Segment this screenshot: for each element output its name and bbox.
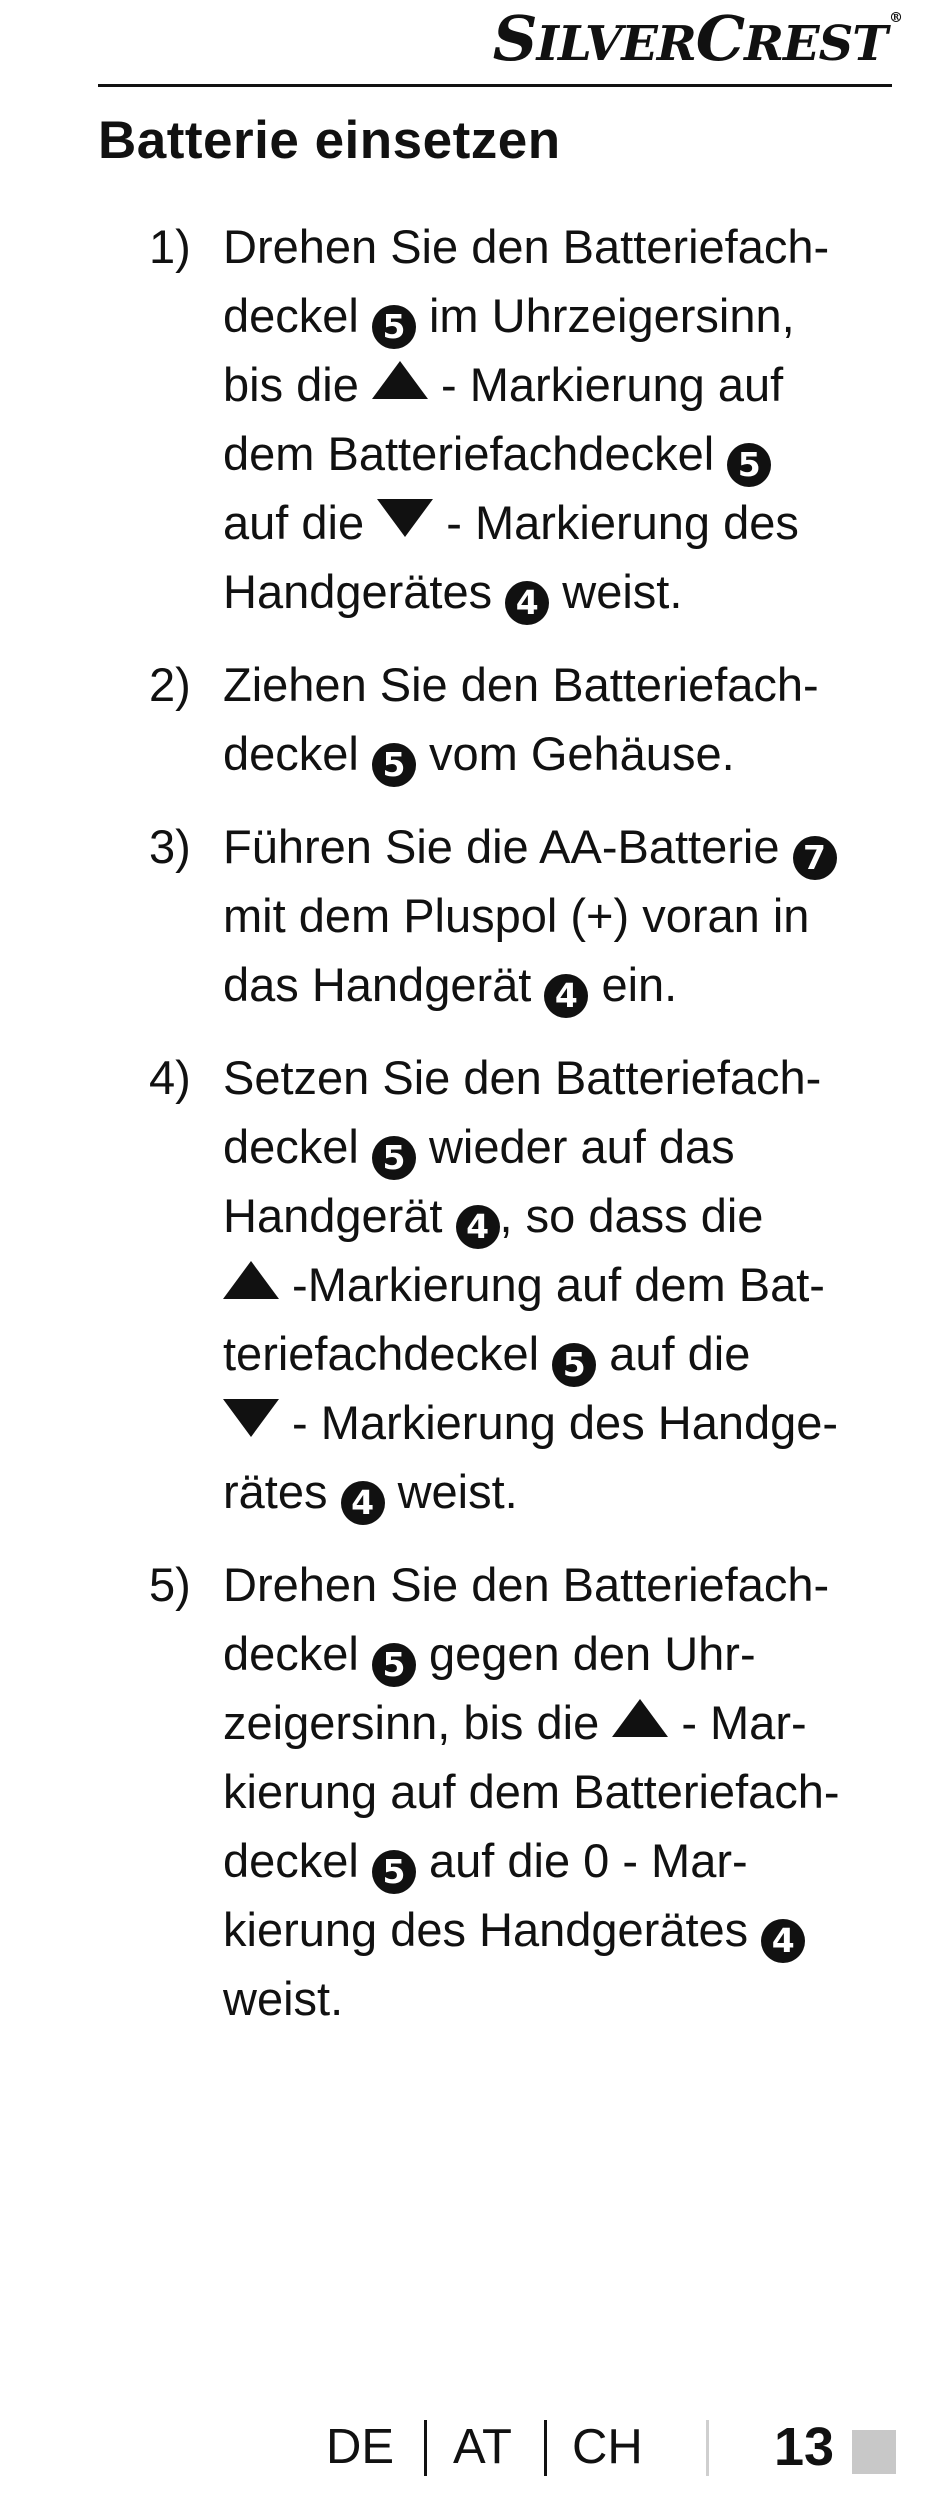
text-segment: kierung des Handgerätes: [223, 1903, 762, 1956]
step-text: [223, 1043, 903, 1526]
text-line: [223, 1895, 903, 1964]
text-line: [223, 1250, 903, 1319]
text-line: [223, 1388, 903, 1457]
footer-divider: [424, 2420, 427, 2476]
text-segment: gegen den Uhr-: [415, 1627, 756, 1680]
text-segment: bis die: [223, 358, 372, 411]
part-number-badge: 4: [544, 974, 588, 1018]
text-line: [223, 719, 903, 788]
step-text: [223, 650, 903, 788]
section-heading: Batterie einsetzen: [98, 111, 561, 170]
text-segment: auf die: [223, 496, 378, 549]
triangle-up-icon: [372, 361, 428, 399]
instruction-step: [0, 1550, 950, 2033]
text-segment: Handgerät: [223, 1189, 456, 1242]
text-line: [223, 212, 903, 281]
part-number-badge: 5: [372, 305, 416, 349]
step-number: 4): [149, 1051, 191, 1104]
country-ch: CH: [572, 2420, 643, 2474]
text-line: [223, 881, 903, 950]
text-segment: das Handgerät: [223, 958, 545, 1011]
step-number: 2): [149, 658, 191, 711]
instruction-step: [0, 212, 950, 626]
text-segment: - Markierung des: [433, 496, 799, 549]
instruction-step: [0, 650, 950, 788]
text-line: [223, 1319, 903, 1388]
triangle-down-icon: [223, 1399, 279, 1437]
text-segment: - Mar-: [668, 1696, 807, 1749]
text-line: [223, 488, 903, 557]
text-segment: dem Batteriefachdeckel: [223, 427, 728, 480]
text-line: [223, 1688, 903, 1757]
text-line: [223, 950, 903, 1019]
text-line: [223, 650, 903, 719]
text-line: [223, 350, 903, 419]
part-number-badge: 4: [341, 1481, 385, 1525]
step-text: [223, 812, 903, 1019]
text-segment: wieder auf das: [415, 1120, 735, 1173]
country-de: DE: [326, 2420, 395, 2474]
text-segment: auf die 0 - Mar-: [415, 1834, 748, 1887]
instruction-list: [0, 212, 950, 2057]
part-number-badge: 5: [372, 1643, 416, 1687]
text-segment: ein.: [588, 958, 678, 1011]
header-rule: [98, 84, 892, 87]
text-line: [223, 419, 903, 488]
text-segment: deckel: [223, 727, 372, 780]
text-line: [223, 1181, 903, 1250]
text-segment: teriefachdeckel: [223, 1327, 553, 1380]
text-segment: Ziehen Sie den Batteriefach-: [223, 658, 819, 711]
part-number-badge: 5: [372, 743, 416, 787]
page-footer: [0, 2412, 950, 2482]
step-number: 1): [149, 220, 191, 273]
text-segment: auf die: [596, 1327, 751, 1380]
footer-divider: [544, 2420, 547, 2476]
step-text: [223, 1550, 903, 2033]
text-segment: weist.: [223, 1972, 344, 2025]
part-number-badge: 7: [793, 836, 837, 880]
part-number-badge: 4: [505, 581, 549, 625]
step-text: [223, 212, 903, 626]
text-segment: kierung auf dem Batteriefach-: [223, 1765, 840, 1818]
text-line: [223, 557, 903, 626]
text-segment: - Markierung des Handge-: [279, 1396, 839, 1449]
text-line: [223, 1457, 903, 1526]
instruction-step: [0, 812, 950, 1019]
text-segment: deckel: [223, 1627, 372, 1680]
step-number: 3): [149, 820, 191, 873]
page-number: 13: [774, 2417, 835, 2477]
brand-logo: SILVERCREST ®: [492, 2, 902, 75]
text-segment: deckel: [223, 1834, 372, 1887]
text-line: [223, 1826, 903, 1895]
text-line: [223, 1757, 903, 1826]
text-segment: im Uhrzeigersinn,: [415, 289, 795, 342]
text-segment: weist.: [384, 1465, 518, 1518]
text-line: [223, 281, 903, 350]
text-segment: zeigersinn, bis die: [223, 1696, 613, 1749]
part-number-badge: 5: [727, 443, 771, 487]
text-segment: vom Gehäuse.: [415, 727, 735, 780]
footer-divider: [706, 2420, 709, 2476]
text-segment: Drehen Sie den Batteriefach-: [223, 220, 830, 273]
text-segment: rätes: [223, 1465, 341, 1518]
text-line: [223, 1964, 903, 2033]
text-line: [223, 1112, 903, 1181]
text-segment: mit dem Pluspol (+) voran in: [223, 889, 810, 942]
text-line: [223, 1043, 903, 1112]
text-segment: , so dass die: [499, 1189, 764, 1242]
text-line: [223, 1619, 903, 1688]
part-number-badge: 5: [372, 1136, 416, 1180]
triangle-up-icon: [223, 1261, 279, 1299]
country-at: AT: [453, 2420, 512, 2474]
text-segment: -Markierung auf dem Bat-: [279, 1258, 825, 1311]
part-number-badge: 4: [456, 1205, 500, 1249]
triangle-up-icon: [612, 1699, 668, 1737]
text-segment: Setzen Sie den Batteriefach-: [223, 1051, 822, 1104]
text-segment: Führen Sie die AA-Batterie: [223, 820, 793, 873]
text-line: [223, 812, 903, 881]
text-segment: deckel: [223, 289, 372, 342]
text-segment: Drehen Sie den Batteriefach-: [223, 1558, 830, 1611]
triangle-down-icon: [377, 499, 433, 537]
part-number-badge: 4: [761, 1919, 805, 1963]
part-number-badge: 5: [552, 1343, 596, 1387]
step-number: 5): [149, 1558, 191, 1611]
text-segment: weist.: [549, 565, 683, 618]
part-number-badge: 5: [372, 1850, 416, 1894]
page-marker: [852, 2430, 896, 2474]
text-segment: deckel: [223, 1120, 372, 1173]
instruction-step: [0, 1043, 950, 1526]
text-segment: - Markierung auf: [427, 358, 784, 411]
text-line: [223, 1550, 903, 1619]
text-segment: Handgerätes: [223, 565, 506, 618]
